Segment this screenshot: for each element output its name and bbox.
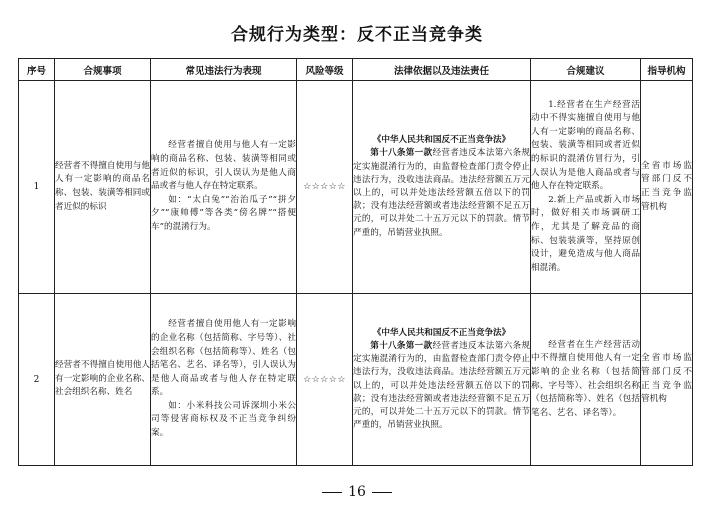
row-law <box>353 294 531 466</box>
table-row <box>19 294 693 466</box>
row-item: 经营者不得擅自使用与他人有一定影响的商品名称、包装、装潢等相同或者近似的标识 <box>55 81 151 294</box>
behavior-example: 如：“太白兔”“治治瓜子”“拼夕夕”“康帅傅”等各类“傍名牌”“搭便车”的混淆行为。 <box>151 194 296 232</box>
page-title: 合规行为类型：反不正当竞争类 <box>231 25 483 45</box>
header-law: 法律依据以及违法责任 <box>353 59 531 81</box>
advice-paragraph: 1.经营者在生产经营活动中不得实施擅自使用与他人有一定影响的商品名称、包装、装潢等相同或者近似的标识的混淆仿冒行为，引人误认为是他人商品或者与他人存在特定联系。 <box>531 99 640 192</box>
law-title: 《中华人民共和国反不正当竞争法》 <box>372 327 511 338</box>
row-behavior <box>151 294 297 466</box>
table-header-row <box>19 59 693 81</box>
risk-rating: ☆☆☆☆☆ <box>297 81 353 294</box>
row-seq: 2 <box>19 294 55 466</box>
advice-paragraph: 经营者在生产经营活动中不得擅自使用他人有一定影响的企业名称（包括简称、字号等）、社会组织名称（包括简称等）、姓名（包括笔名、艺名、译名等）。 <box>531 339 640 418</box>
page-number: 16 <box>348 484 366 500</box>
header-agency: 指导机构 <box>641 59 693 81</box>
row-item: 经营者不得擅自使用他人有一定影响的企业名称、社会组织名称、姓名 <box>55 294 151 466</box>
row-law <box>353 81 531 294</box>
row-agency: 全省市场监管部门反不正当竞争监管机构 <box>641 81 693 294</box>
page-footer <box>0 484 714 500</box>
law-text: 经营者违反本法第六条规定实施混淆行为的，由监督检查部门责令停止违法行为，没收违法商品。违法经营额五万元以上的，可以并处违法经营额五倍以下的罚款；没有违法经营额或者违法经营额不足五万元的，可以并处二十五万元以下的罚款。情节严重的，吊销营业执照。 <box>353 340 530 431</box>
compliance-table <box>18 58 693 466</box>
row-agency: 全省市场监管部门反不正当竞争监管机构 <box>641 294 693 466</box>
footer-dash-right <box>372 492 392 493</box>
behavior-example: 如：小米科技公司诉深圳小米公司等侵害商标权及不正当竞争纠纷案。 <box>151 400 296 439</box>
header-risk: 风险等级 <box>297 59 353 81</box>
row-behavior <box>151 81 297 294</box>
risk-rating: ☆☆☆☆☆ <box>297 294 353 466</box>
table-row <box>19 81 693 294</box>
law-text: 经营者违反本法第六条规定实施混淆行为的，由监督检查部门责令停止违法行为，没收违法商品。违法经营额五万元以上的，可以并处违法经营额五倍以下的罚款；没有违法经营额或者违法经营额不足五万元的，可以并处二十五万元以下的罚款。情节严重的，吊销营业执照。 <box>353 148 530 238</box>
law-article: 第十八条第一款 <box>370 148 433 159</box>
row-advice <box>531 81 641 294</box>
footer-dash-left <box>322 492 342 493</box>
behavior-paragraph: 经营者擅自使用与他人有一定影响的商品名称、包装、装潢等相同或者近似的标识，引人误认为是他人商品或者与他人存在特定联系。 <box>151 140 296 192</box>
row-advice <box>531 294 641 466</box>
law-title: 《中华人民共和国反不正当竞争法》 <box>372 135 511 146</box>
law-article: 第十八条第一款 <box>370 340 433 351</box>
header-behavior: 常见违法行为表现 <box>151 59 297 81</box>
row-seq: 1 <box>19 81 55 294</box>
header-advice: 合规建议 <box>531 59 641 81</box>
header-item: 合规事项 <box>55 59 151 81</box>
header-seq: 序号 <box>19 59 55 81</box>
behavior-paragraph: 经营者擅自使用他人有一定影响的企业名称（包括简称、字号等）、社会组织名称（包括简称等）、姓名（包括笔名、艺名、译名等），引人误认为是他人商品或者与他人存在特定联系。 <box>151 319 296 398</box>
advice-paragraph: 2.新上产品或新入市场时，做好相关市场调研工作，尤其是了解竞品的商标、包装装潢等，坚持原创设计，避免造成与他人商品相混淆。 <box>531 194 640 273</box>
